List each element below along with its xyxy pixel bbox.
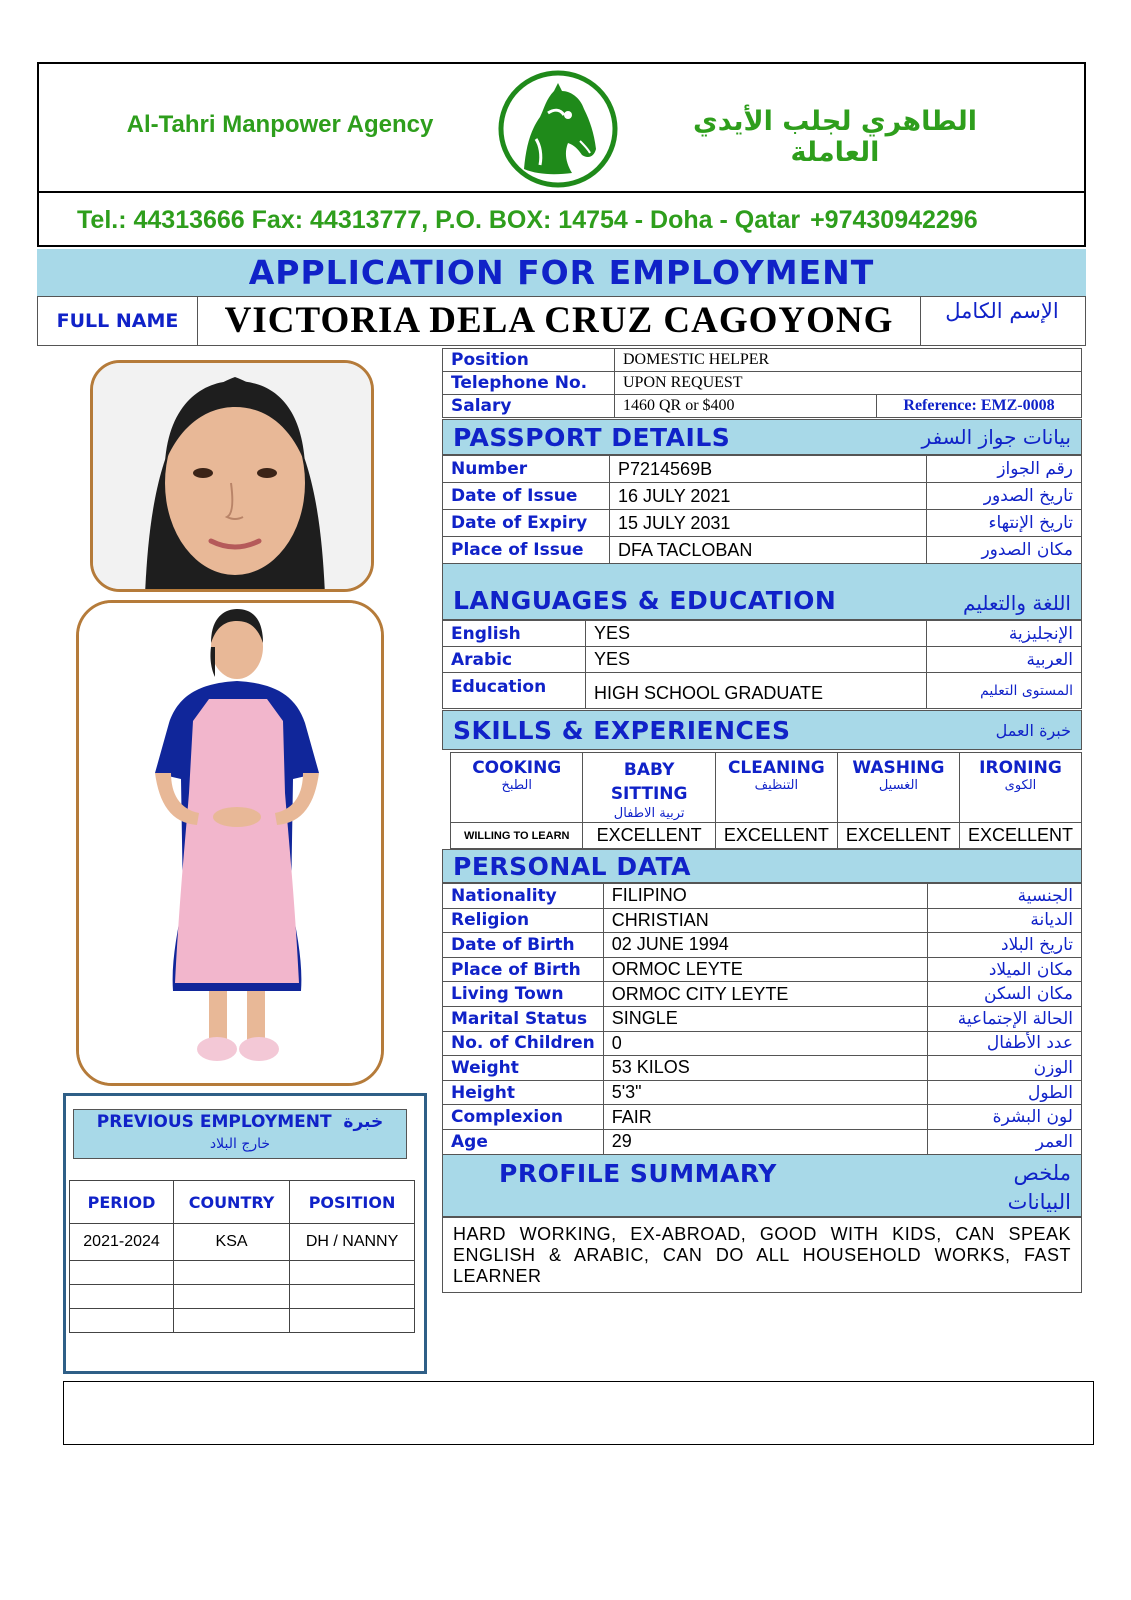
english-value: YES [586, 621, 927, 647]
weight-label-arabic: الوزن [927, 1056, 1081, 1081]
religion-label-arabic: الديانة [927, 908, 1081, 933]
previous-employment-table [69, 1180, 415, 1333]
children-label: No. of Children [443, 1031, 604, 1056]
children-value: 0 [603, 1031, 927, 1056]
skill-baby-sitting-level: EXCELLENT [583, 823, 715, 849]
passport-number-value: P7214569B [610, 456, 927, 483]
contact-address: Tel.: 44313666 Fax: 44313777, P.O. BOX: 14754 - Doha - Qatar [77, 206, 801, 234]
nationality-label-arabic: الجنسية [927, 884, 1081, 909]
complexion-label: Complexion [443, 1105, 604, 1130]
marital-status-label: Marital Status [443, 1006, 604, 1031]
languages-title: LANGUAGES & EDUCATION [453, 586, 837, 615]
table-row [443, 1006, 1082, 1031]
table-row [443, 933, 1082, 958]
table-row [70, 1224, 415, 1261]
arabic-label: Arabic [443, 647, 586, 673]
skill-ironing-level: EXCELLENT [959, 823, 1081, 849]
employment-country: KSA [174, 1224, 290, 1261]
reference-cell [877, 395, 1082, 418]
position-value: DOMESTIC HELPER [615, 349, 1082, 372]
skills-title: SKILLS & EXPERIENCES [453, 715, 791, 745]
age-label: Age [443, 1129, 604, 1154]
skill-cleaning-arabic: التنظيف [754, 778, 799, 793]
skill-baby-sitting-name: BABY SITTING [610, 760, 688, 804]
languages-title-arabic: اللغة والتعليم [963, 591, 1071, 615]
table-row-empty [70, 1309, 415, 1333]
previous-employment-header [73, 1109, 407, 1159]
height-label-arabic: الطول [927, 1080, 1081, 1105]
profile-summary-title-arabic-2: البيانات [1007, 1190, 1071, 1214]
table-row [443, 1105, 1082, 1130]
telephone-value: UPON REQUEST [615, 372, 1082, 395]
arabic-label-arabic: العربية [927, 647, 1082, 673]
weight-value: 53 KILOS [603, 1056, 927, 1081]
religion-label: Religion [443, 908, 604, 933]
place-of-birth-label: Place of Birth [443, 957, 604, 982]
date-of-expiry-label: Date of Expiry [443, 510, 610, 537]
reference-value: EMZ-0008 [980, 397, 1055, 414]
table-row [443, 483, 1082, 510]
profile-summary-text: HARD WORKING, EX-ABROAD, GOOD WITH KIDS, CAN SPEAK ENGLISH & ARABIC, CAN DO ALL HOUSEHOLD WORKS, FAST LEARNER [442, 1217, 1082, 1293]
table-row [443, 1129, 1082, 1154]
date-of-expiry-label-arabic: تاريخ الإنتهاء [927, 510, 1082, 537]
english-label: English [443, 621, 586, 647]
table-row [443, 884, 1082, 909]
place-of-birth-value: ORMOC LEYTE [603, 957, 927, 982]
position-label: Position [443, 349, 615, 372]
table-row-empty [70, 1261, 415, 1285]
table-row [443, 1056, 1082, 1081]
living-town-label-arabic: مكان السكن [927, 982, 1081, 1007]
passport-number-label: Number [443, 456, 610, 483]
place-of-birth-label-arabic: مكان الميلاد [927, 957, 1081, 982]
table-row [443, 957, 1082, 982]
weight-label: Weight [443, 1056, 604, 1081]
nationality-label: Nationality [443, 884, 604, 909]
table-row [443, 673, 1082, 709]
full-name-label: FULL NAME [38, 297, 198, 345]
column-header-country: COUNTRY [174, 1181, 290, 1224]
date-of-birth-value: 02 JUNE 1994 [603, 933, 927, 958]
passport-title-arabic: بيانات جواز السفر [921, 425, 1071, 449]
passport-table [442, 455, 1082, 564]
previous-employment-title-arabic-1: خبرة [343, 1112, 384, 1132]
skill-cleaning-level: EXCELLENT [715, 823, 837, 849]
profile-summary-title: PROFILE SUMMARY [499, 1159, 777, 1188]
nationality-value: FILIPINO [603, 884, 927, 909]
profile-summary-section-header [442, 1154, 1082, 1217]
personal-data-table [442, 883, 1082, 1155]
job-info-table [442, 348, 1082, 418]
table-row [443, 982, 1082, 1007]
salary-label: Salary [443, 395, 615, 418]
portrait-photo [90, 360, 374, 592]
salary-value: 1460 QR or $400 [615, 395, 877, 418]
skills-section-header [442, 710, 1082, 750]
education-label-arabic: المستوى التعليم [927, 673, 1082, 709]
skill-washing-level: EXCELLENT [837, 823, 959, 849]
employment-position: DH / NANNY [290, 1224, 415, 1261]
form-title-bar [37, 249, 1086, 296]
footer-box [63, 1381, 1094, 1445]
skill-cooking-arabic: الطبخ [501, 778, 533, 793]
place-of-issue-value: DFA TACLOBAN [610, 537, 927, 564]
skills-title-arabic: خبرة العمل [995, 720, 1071, 740]
age-value: 29 [603, 1129, 927, 1154]
profile-summary-title-arabic-1: ملخص [1013, 1161, 1071, 1185]
table-row [443, 621, 1082, 647]
skill-ironing [959, 753, 1081, 823]
skill-washing [837, 753, 959, 823]
skill-cleaning-name: CLEANING [727, 758, 825, 778]
agency-name-arabic: الطاهري لجلب الأيدي العاملة [693, 106, 977, 168]
table-row [443, 510, 1082, 537]
date-of-issue-label: Date of Issue [443, 483, 610, 510]
skill-baby-sitting [583, 753, 715, 823]
height-label: Height [443, 1080, 604, 1105]
table-row [443, 908, 1082, 933]
date-of-expiry-value: 15 JULY 2031 [610, 510, 927, 537]
previous-employment-title: PREVIOUS EMPLOYMENT [96, 1112, 332, 1132]
skill-washing-name: WASHING [852, 758, 945, 778]
arabic-value: YES [586, 647, 927, 673]
reference-label: Reference: [903, 397, 977, 414]
previous-employment-title-arabic-2: خارج البلاد [209, 1136, 271, 1152]
passport-title: PASSPORT DETAILS [453, 422, 731, 452]
form-title: APPLICATION FOR EMPLOYMENT [248, 253, 875, 292]
marital-status-value: SINGLE [603, 1006, 927, 1031]
height-value: 5'3" [603, 1080, 927, 1105]
skill-cooking-name: COOKING [472, 758, 562, 778]
passport-number-label-arabic: رقم الجواز [927, 456, 1082, 483]
agency-name-english: Al-Tahri Manpower Agency [126, 111, 434, 138]
english-label-arabic: الإنجليزية [927, 621, 1082, 647]
date-of-birth-label-arabic: تاريخ البلاد [927, 933, 1081, 958]
date-of-issue-value: 16 JULY 2021 [610, 483, 927, 510]
languages-table [442, 620, 1082, 709]
table-row-empty [70, 1285, 415, 1309]
complexion-label-arabic: لون البشرة [927, 1105, 1081, 1130]
complexion-value: FAIR [603, 1105, 927, 1130]
children-label-arabic: عدد الأطفال [927, 1031, 1081, 1056]
date-of-birth-label: Date of Birth [443, 933, 604, 958]
full-name-value: VICTORIA DELA CRUZ CAGOYONG [198, 297, 921, 345]
age-label-arabic: العمر [927, 1129, 1081, 1154]
place-of-issue-label-arabic: مكان الصدور [927, 537, 1082, 564]
table-row [443, 1031, 1082, 1056]
education-value: HIGH SCHOOL GRADUATE [586, 673, 927, 709]
personal-data-section-header [442, 849, 1082, 883]
marital-status-label-arabic: الحالة الإجتماعية [927, 1006, 1081, 1031]
place-of-issue-label: Place of Issue [443, 537, 610, 564]
skill-cooking [451, 753, 583, 823]
skill-ironing-name: IRONING [979, 758, 1062, 778]
living-town-value: ORMOC CITY LEYTE [603, 982, 927, 1007]
religion-value: CHRISTIAN [603, 908, 927, 933]
personal-data-title: PERSONAL DATA [453, 851, 691, 881]
date-of-issue-label-arabic: تاريخ الصدور [927, 483, 1082, 510]
full-name-row [37, 296, 1086, 346]
living-town-label: Living Town [443, 982, 604, 1007]
skill-cleaning [715, 753, 837, 823]
skill-washing-arabic: الغسيل [878, 778, 919, 793]
languages-section-header [442, 563, 1082, 620]
profile-summary-title-arabic [1008, 1159, 1071, 1217]
contact-phone: +97430942296 [810, 206, 978, 234]
column-header-position: POSITION [290, 1181, 415, 1224]
table-row [443, 537, 1082, 564]
employment-period: 2021-2024 [70, 1224, 174, 1261]
table-row [443, 456, 1082, 483]
skill-baby-sitting-arabic: تربية الاطفال [613, 806, 685, 821]
full-body-photo [76, 600, 384, 1086]
contact-details [77, 206, 978, 235]
skills-table [450, 752, 1082, 849]
horse-head-icon [496, 69, 620, 189]
skill-ironing-arabic: الكوى [1004, 778, 1037, 793]
table-row [443, 1080, 1082, 1105]
full-name-label-arabic: الإسم الكامل [945, 299, 1059, 323]
telephone-label: Telephone No. [443, 372, 615, 395]
skill-cooking-level: WILLING TO LEARN [451, 823, 583, 849]
education-label: Education [443, 673, 586, 709]
table-row [443, 647, 1082, 673]
passport-section-header [442, 419, 1082, 455]
column-header-period: PERIOD [70, 1181, 174, 1224]
